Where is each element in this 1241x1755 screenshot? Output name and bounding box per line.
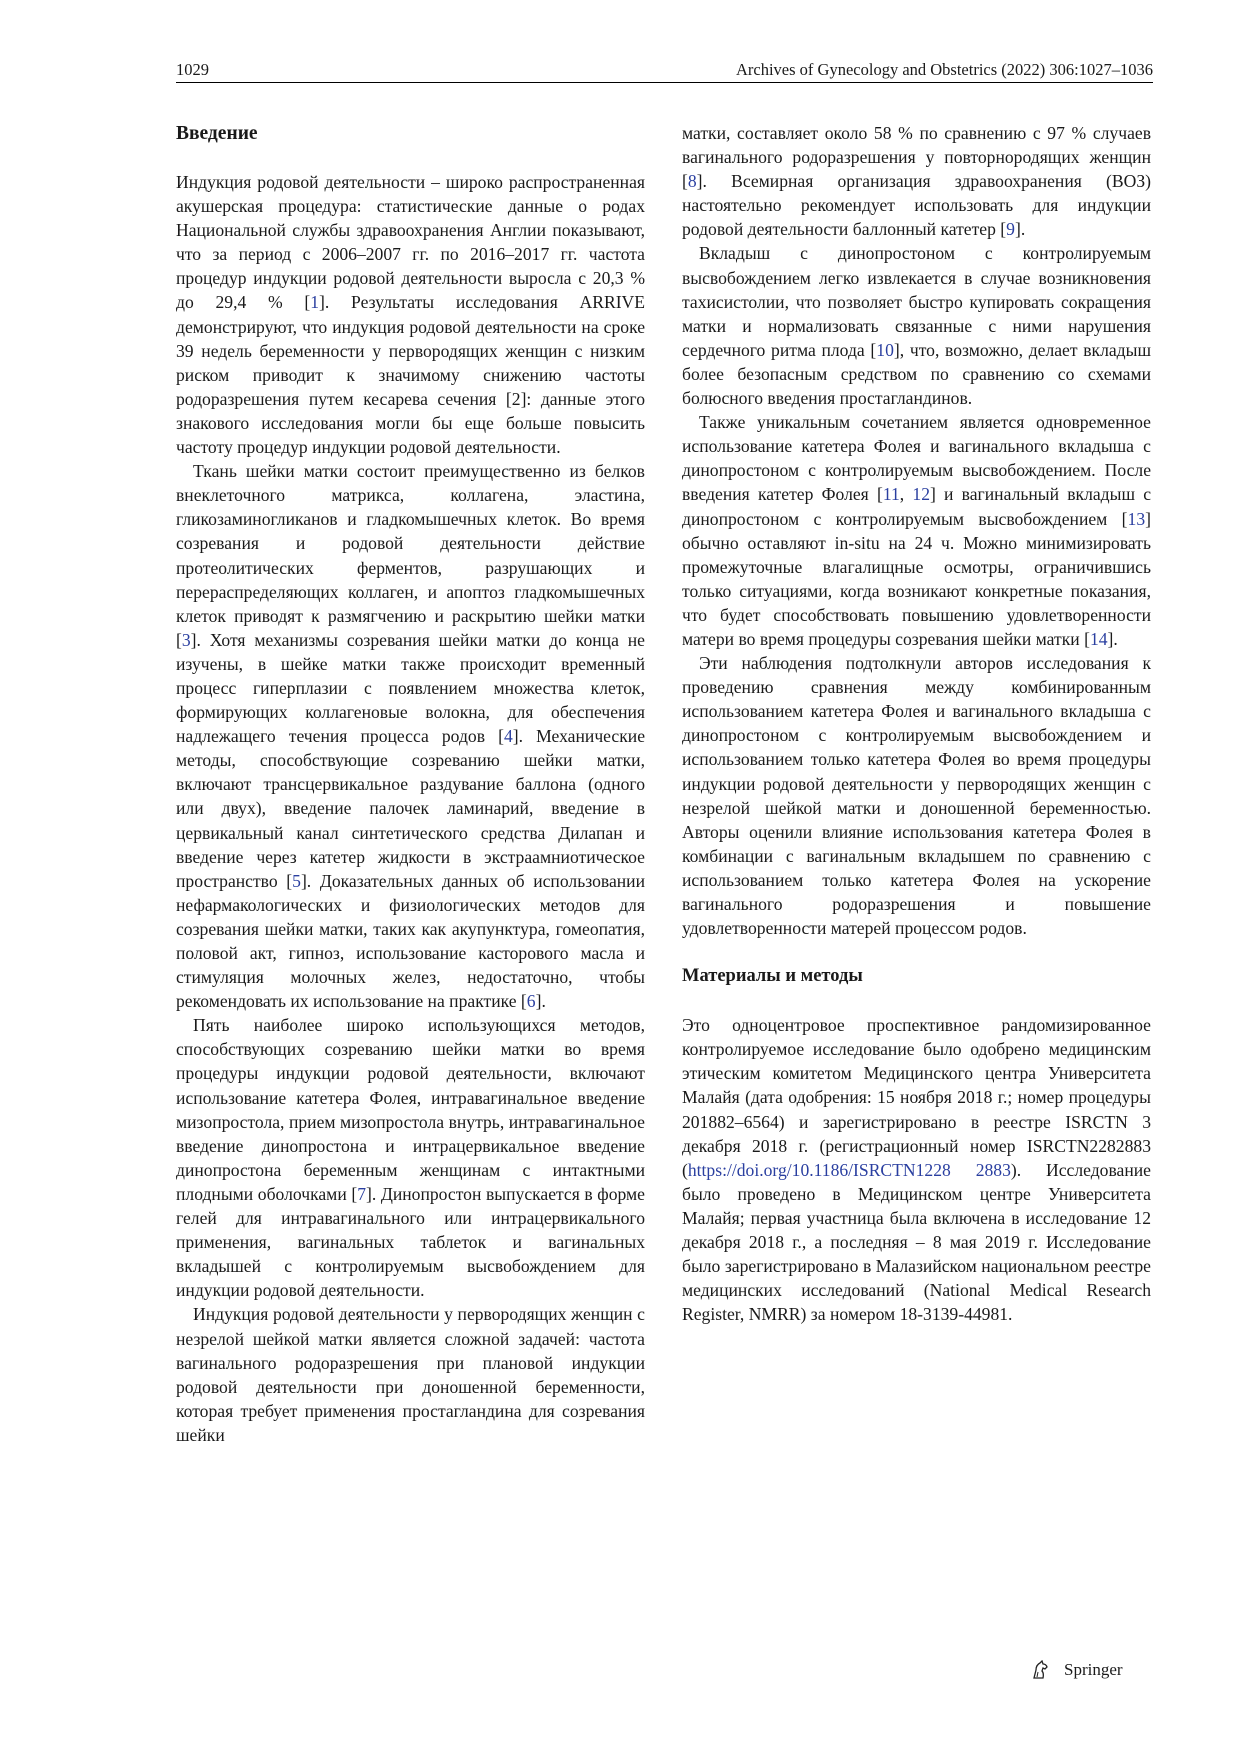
paragraph [682, 121, 1151, 241]
section-heading-methods: Материалы и методы [682, 966, 863, 987]
text-run: Также уникальным сочетанием является одновременное использование катетера Фолея и вагинального вкладыша с динопростоном с контролируемым высвобождением. После введения катетер Фолея [ [682, 412, 1151, 505]
text-run: ] и вагинальный вкладыш с динопростоном с контролируемым высвобождением [ [682, 484, 1152, 529]
paragraph [176, 170, 645, 459]
citation-ref[interactable]: 9 [1006, 219, 1015, 240]
paragraph [682, 651, 1151, 940]
paragraph [682, 410, 1151, 651]
text-run: ]. [1107, 628, 1118, 649]
left-column [176, 121, 645, 1447]
text-run: Это одноцентровое проспективное рандомизированное контролируемое исследование было одобрено медицинским этическим комитетом Медицинского центра Университета Малайя (дата одобрения: 15 ноября 2018 г.; номер процедуры 201882–6564) и зарегистрировано в реестре ISRCTN 3 декабря 2018 г. (регистрационный номер ISRCTN2282883 ( [682, 1015, 1151, 1180]
text-run: ]. Всемирная организация здравоохранения (ВОЗ) настоятельно рекомендует использовать для индукции родовой деятельности баллонный катетер [ [682, 171, 1151, 240]
text-run: Пять наиболее широко использующихся методов, способствующих созреванию шейки матки во время процедуры индукции родовой деятельности, включают использование катетера Фолея, интравагинальное введение мизопростола, прием мизопростола внутрь, интравагинальное введение динопростона и интрацервикальное введение динопростона беременным женщинам с интактными плодными оболочками [ [176, 1015, 645, 1204]
publisher-footer [1030, 1660, 1123, 1680]
journal-citation: Archives of Gynecology and Obstetrics (2022) 306:1027–1036 [735, 60, 1153, 79]
section-heading-introduction: Введение [176, 123, 258, 144]
citation-ref[interactable]: 13 [1127, 508, 1146, 529]
paragraph [176, 1013, 645, 1302]
text-run: ]. Доказательных данных об использовании нефармакологических и физиологических методов для созревания шейки матки, таких как акупунктура, гомеопатия, половой акт, гипноз, использование касторового масла и стимуляция молочных желез, недостаточно, чтобы рекомендовать их использование на практике [ [176, 870, 645, 1012]
citation-ref[interactable]: 5 [292, 870, 301, 891]
paragraph [176, 459, 645, 1013]
citation-ref[interactable]: 11 [882, 484, 900, 505]
doi-link[interactable]: https://doi.org/10.1186/ISRCTN1228 2883 [687, 1159, 1011, 1180]
text-run: Индукция родовой деятельности – широко распространенная акушерская процедура: статистические данные о родах Национальной службы здравоохранения Англии показывают, что за период с 2006–2007 гг. по 2016–2017 гг. частота процедур индукции родовой деятельности выросла с 20,3 % до 29,4 % [ [176, 172, 645, 313]
citation-ref[interactable]: 8 [687, 171, 697, 192]
text-run: ]. Механические методы, способствующие созреванию шейки матки, включают трансцервикальное раздувание баллона (одного или двух), введение палочек ламинарий, введение в цервикальный канал синтетического средства Дилапан и введение через катетер жидкости в экстраамниотическое пространство [ [176, 726, 645, 891]
publisher-name: Springer [1064, 1660, 1123, 1679]
paragraph [176, 1302, 645, 1447]
citation-ref[interactable]: 1 [310, 292, 320, 313]
text-run: ]. [1014, 219, 1026, 240]
springer-horse-icon [1030, 1660, 1052, 1680]
text-run: ). Исследование было проведено в Медицинском центре Университета Малайя; первая участница была включена в исследование 12 декабря 2018 г., а последняя – 8 мая 2019 г. Исследование было зарегистрировано в Малазийском национальном реестре медицинских исследований (National Medical Research Register, NMRR) за номером 18-3139-44981. [682, 1159, 1151, 1325]
text-run: ], что, возможно, делает вкладыш более безопасным средством по сравнению со схемами болюсного введения простагландинов. [682, 339, 1152, 409]
paragraph [682, 1013, 1151, 1326]
text-run: ]. Хотя механизмы созревания шейки матки до конца не изучены, в шейке матки также происходит временный процесс гиперплазии с появлением множества клеток, формирующих коллагеновые волокна, для обеспечения надлежащего течения процесса родов [ [176, 629, 645, 747]
citation-ref[interactable]: 3 [181, 629, 191, 650]
running-header [176, 60, 1153, 83]
citation-ref[interactable]: 4 [503, 726, 513, 747]
text-run: , [899, 484, 913, 505]
citation-ref[interactable]: 12 [912, 484, 930, 505]
citation-ref[interactable]: 14 [1089, 628, 1108, 649]
citation-ref[interactable]: 6 [526, 991, 536, 1012]
page-number: 1029 [176, 60, 209, 79]
text-run: матки, составляет около 58 % по сравнению с 97 % случаев вагинального родоразрешения у повторнородящих женщин [ [682, 123, 1151, 192]
paragraph [682, 241, 1151, 410]
citation-ref[interactable]: 10 [876, 339, 894, 360]
text-run: Ткань шейки матки состоит преимущественно из белков внеклеточного матрикса, коллагена, эластина, гликозаминогликанов и гладкомышечных клеток. Во время созревания и родовой деятельности действие протеолитических ферментов, разрушающих и перераспределяющих коллаген, и апоптоз гладкомышечных клеток приводят к размягчению и раскрытию шейки матки [ [176, 461, 645, 650]
right-column [682, 121, 1151, 1326]
citation-ref[interactable]: 7 [357, 1183, 366, 1204]
text-run: Вкладыш с динопростоном с контролируемым высвобождением легко извлекается в случае возникновения тахисистолии, что позволяет быстро купировать сокращения матки и нормализовать связанные с ними нарушения сердечного ритма плода [ [682, 243, 1151, 360]
text-run: ]. Результаты исследования ARRIVE демонстрируют, что индукция родовой деятельности на сроке 39 недель беременности у первородящих женщин с низким риском приводит к значимому снижению частоты родоразрешения путем кесарева сечения [2]: данные этого знакового исследования могли бы еще больше повысить частоту процедур индукции родовой деятельности. [176, 292, 646, 458]
text-run: Индукция родовой деятельности у первородящих женщин с незрелой шейкой матки является сложной задачей: частота вагинального родоразрешения при плановой индукции родовой деятельности при доношенной беременности, которая требует применения простагландина для созревания шейки [176, 1304, 645, 1445]
text-run: ]. Динопростон выпускается в форме гелей для интравагинального или интрацервикального применения, вагинальных таблеток и вагинальных вкладышей с контролируемым высвобождением для индукции родовой деятельности. [176, 1183, 645, 1301]
text-run: ]. [535, 991, 546, 1012]
text-run: Эти наблюдения подтолкнули авторов исследования к проведению сравнения между комбинированным использованием катетера Фолея и вагинального вкладыша с динопростоном с контролируемым высвобождением и использованием только катетера Фолея во время процедуры индукции родовой деятельности у первородящих женщин с незрелой шейкой матки и доношенной беременностью. Авторы оценили влияние использования катетера Фолея в комбинации с вагинальным вкладышем по сравнению с использованием только катетера Фолея на ускорение вагинального родоразрешения и повышение удовлетворенности матерей процессом родов. [682, 653, 1151, 939]
text-run: ] обычно оставляют in-situ на 24 ч. Можно минимизировать промежуточные влагалищные осмотры, ограничившись только ситуациями, когда возникают конкретные показания, что будет способствовать повышению удовлетворенности матери во время процедуры созревания шейки матки [ [682, 508, 1151, 649]
